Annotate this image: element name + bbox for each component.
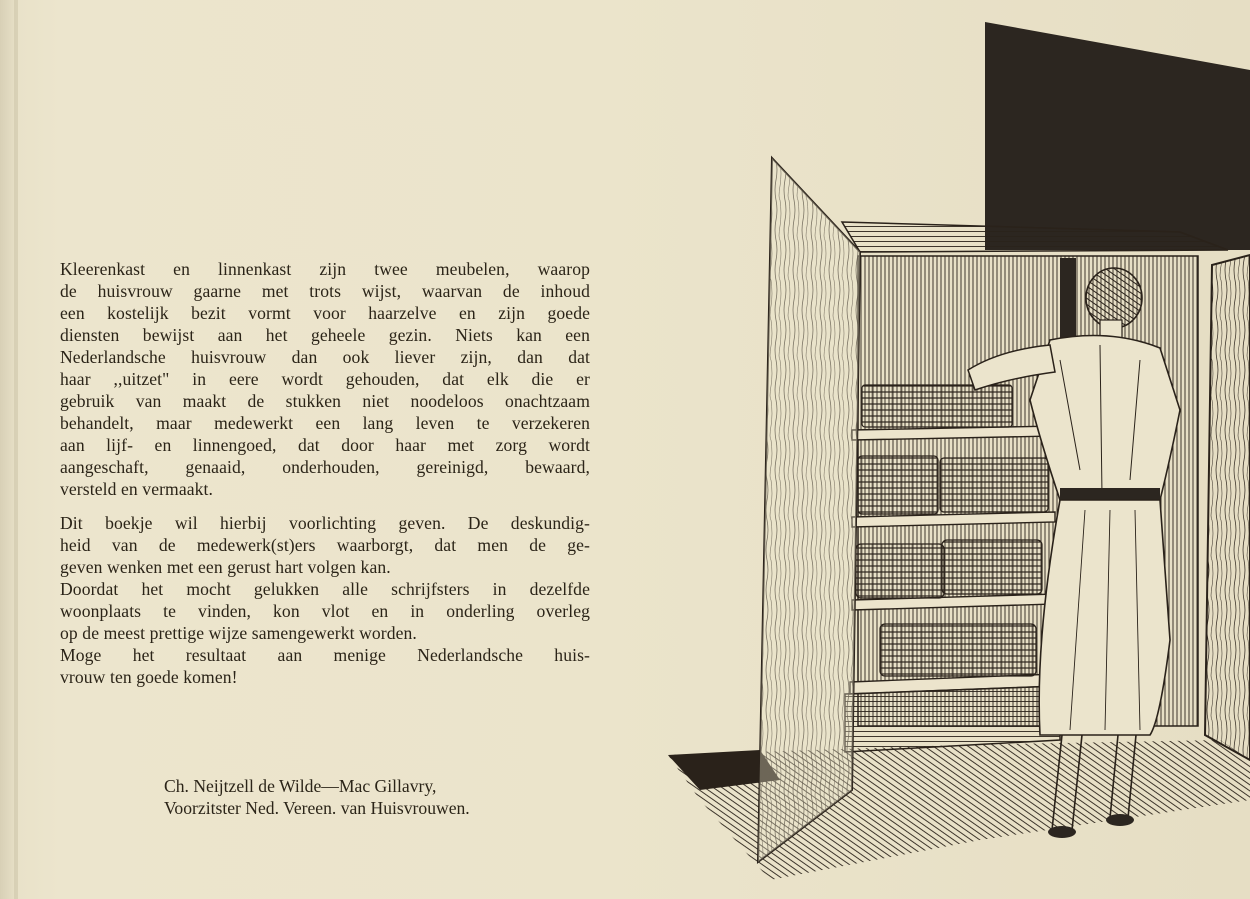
paragraph-2 xyxy=(60,512,590,688)
text-line: haar ,,uitzet" in eere wordt gehouden, dat elk die er xyxy=(60,369,590,389)
text-line: vrouw ten goede komen! xyxy=(60,667,238,687)
binding-edge xyxy=(14,0,18,899)
text-line: de huisvrouw gaarne met trots wijst, waarvan de inhoud xyxy=(60,281,590,301)
intro-text xyxy=(60,258,590,688)
text-line: Nederlandsche huisvrouw dan ook liever zijn, dan dat xyxy=(60,347,590,367)
text-line: Dit boekje wil hierbij voorlichting geven. De deskundig- xyxy=(60,513,590,533)
floor-shadow xyxy=(668,740,1250,880)
dark-wall-block xyxy=(985,22,1250,250)
linen-cupboard-illustration xyxy=(660,15,1250,899)
text-line: Kleerenkast en linnenkast zijn twee meubelen, waarop xyxy=(60,259,590,279)
text-line: behandelt, maar medewerkt een lang leven te verzekeren xyxy=(60,413,590,433)
text-line: Doordat het mocht gelukken alle schrijfsters in dezelfde xyxy=(60,579,590,599)
signature-block xyxy=(164,775,594,819)
paragraph-1 xyxy=(60,258,590,500)
text-line: op de meest prettige wijze samengewerkt worden. xyxy=(60,623,417,643)
text-line: gebruik van maakt de stukken niet noodeloos onachtzaam xyxy=(60,391,590,411)
text-line: Moge het resultaat aan menige Nederlandsche huis- xyxy=(60,645,590,665)
text-line: aan lijf- en linnengoed, dat door haar met zorg wordt xyxy=(60,435,590,455)
text-line: aangeschaft, genaaid, onderhouden, gereinigd, bewaard, xyxy=(60,457,590,477)
text-line: een kostelijk bezit vormt voor haarzelve en zijn goede xyxy=(60,303,590,323)
signature-role: Voorzitster Ned. Vereen. van Huisvrouwen. xyxy=(164,798,470,818)
signature-name: Ch. Neijtzell de Wilde—Mac Gillavry, xyxy=(164,776,437,796)
text-line: versteld en vermaakt. xyxy=(60,479,214,499)
text-line: heid van de medewerk(st)ers waarborgt, dat men de ge- xyxy=(60,535,590,555)
right-door xyxy=(1205,255,1250,760)
text-line: woonplaats te vinden, kon vlot en in onderling overleg xyxy=(60,601,590,621)
left-door xyxy=(758,158,860,862)
text-line: diensten bewijst aan het geheele gezin. Niets kan een xyxy=(60,325,590,345)
text-line: geven wenken met een gerust hart volgen kan. xyxy=(60,557,391,577)
